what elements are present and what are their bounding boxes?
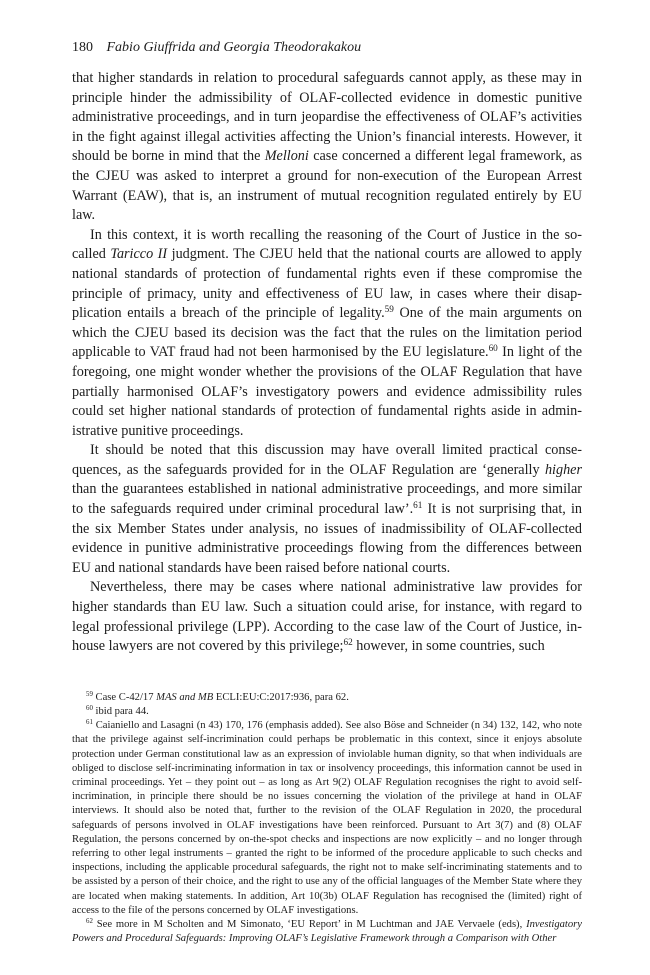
footnote-number: 61: [86, 719, 93, 727]
footnote-59: [72, 691, 582, 705]
footnote-number: 59: [86, 691, 93, 699]
text-run: however, in some countries, such: [352, 638, 545, 655]
footnote-ref-60[interactable]: 60: [488, 343, 498, 354]
text-run: ECLI:EU:C:2017:936, para 62.: [213, 691, 349, 703]
book-page: [72, 38, 582, 946]
footnote-number: 60: [86, 705, 93, 713]
footnote-ref-62[interactable]: 62: [343, 637, 353, 648]
paragraph-4: [72, 578, 582, 656]
footnote-ref-59[interactable]: 59: [384, 304, 394, 315]
paragraph-3: [72, 441, 582, 578]
text-run: It should be noted that this discussion may have overall limited practical consequences, as the safeguards provided for in the OLAF Regulation are ‘generally: [72, 442, 582, 478]
text-run: In light of the foregoing, one might wonder whether the provisions of the OLAF Regulation that have partially harmonised OLAF’s investigatory powers and evidence admissibility rules could set higher national standards of protection of fundamental rights aside in administrative punitive proceedings.: [72, 344, 582, 439]
case-name-italic: Melloni: [264, 148, 309, 165]
running-header: [72, 38, 582, 58]
text-run: judgment. The CJEU held that the national courts are allowed to apply national standards of protection of fundamental rights even if these compromise the principle of primacy, unity and effectiveness of EU law, in cases where their disapplication entails a breach of the principle of legality.: [72, 246, 583, 322]
text-run: It is not surprising that, in the six Member States under analysis, no issues of inadmissibility of OLAF-collected evidence in punitive administrative proceedings flowing from the differences between EU and national standards have been raised before national courts.: [72, 501, 582, 576]
text-run: that higher standards in relation to procedural safeguards cannot apply, as these may in principle hinder the admissibility of OLAF-collected evidence in domestic punitive administrative proceedings, and in turn jeopardise the effectiveness of OLAF’s activities in the fight against illegal activities affecting the Union’s financial interests. However, it should be borne in mind that the: [72, 70, 582, 165]
book-title-italic: Investigatory Powers and Procedural Safeguards: Improving OLAF’s Legislative Framework through a Comparison with Other: [72, 919, 582, 945]
paragraph-2: [72, 226, 582, 442]
text-run: case concerned a different legal framework, as the CJEU was asked to interpret a ground for non-execution of the European Arrest Warrant (EAW), that is, an instrument of mutual recognition regulated entirely by EU law.: [72, 148, 582, 224]
text-run: See more in M Scholten and M Simonato, ‘EU Report’ in M Luchtman and JAE Vervaele (eds),: [92, 919, 527, 931]
text-run: In this context, it is worth recalling the reasoning of the Court of Justice in the so-called: [72, 226, 582, 263]
text-run: One of the main arguments on which the CJEU based its decision was the fact that the rules on the limitation period applicable to VAT fraud had not been harmonised by the EU legislature.: [72, 305, 582, 361]
footnote-62: [72, 918, 582, 946]
footnotes: [72, 691, 582, 947]
paragraph-1: [72, 69, 582, 226]
main-text: [72, 69, 582, 657]
footnote-number: 62: [86, 918, 93, 926]
page-number: 180: [72, 40, 93, 55]
case-name-italic: MAS and MB: [156, 691, 214, 703]
emphasis-italic: higher: [544, 461, 582, 478]
text-run: than the guarantees established in national administrative proceedings, and more similar to the safeguards required under criminal procedural law’.: [72, 481, 582, 518]
text-run: Nevertheless, there may be cases where national administrative law provides for higher standards than EU law. Such a situation could arise, for instance, with regard to legal professional privilege (LPP). According to the case law of the Court of Justice, in-house lawyers are not covered by this privilege;: [72, 579, 582, 655]
footnote-60: [72, 705, 582, 719]
footnote-61: [72, 719, 582, 918]
case-name-italic: Taricco II: [110, 246, 168, 263]
text-run: Caianiello and Lasagni (n 43) 170, 176 (emphasis added). See also Böse and Schneider (n 34) 132, 142, who note that the privilege against self-incrimination could perhaps be problematic in this context, since it enjoys absolute protection under German constitutional law as an expression of inviolable human dignity, so that when individuals are obliged to disclose self-incriminating information in tax or insolvency proceedings, this information cannot be used in criminal proceedings. Yet – they point out – as long as Art 9(2) OLAF Regulation recognises the right to avoid self-incrimination, in principle there should be no issues concerning the violation of the privilege at hand in OLAF interviews. It should also be noted that, further to the revision of the OLAF Regulation in 2020, the procedural safeguards of persons involved in OLAF investigations have been reinforced. Pursuant to Art 3(7) and (8) OLAF Regulation, the persons concerned by on-the-spot checks and inspections are now explicitly – and no longer through referring to other legal instruments – granted the right to be informed of the procedure applicable to such checks and inspections, including the applicable procedural safeguards, the right not to make self-incriminating statements and to be assisted by a person of their choice, and the right to use any of the official languages of the Member State where they are located when making statements. In addition, Art 10(3b) OLAF Regulation has recognised the (limited) right of access to the file of the persons concerned by OLAF investigations.: [72, 720, 582, 916]
running-head-authors: Fabio Giuffrida and Georgia Theodorakakou: [106, 40, 362, 55]
text-run: ibid para 44.: [92, 706, 149, 718]
text-run: Case C-42/17: [92, 691, 157, 703]
footnote-ref-61[interactable]: 61: [413, 500, 423, 510]
